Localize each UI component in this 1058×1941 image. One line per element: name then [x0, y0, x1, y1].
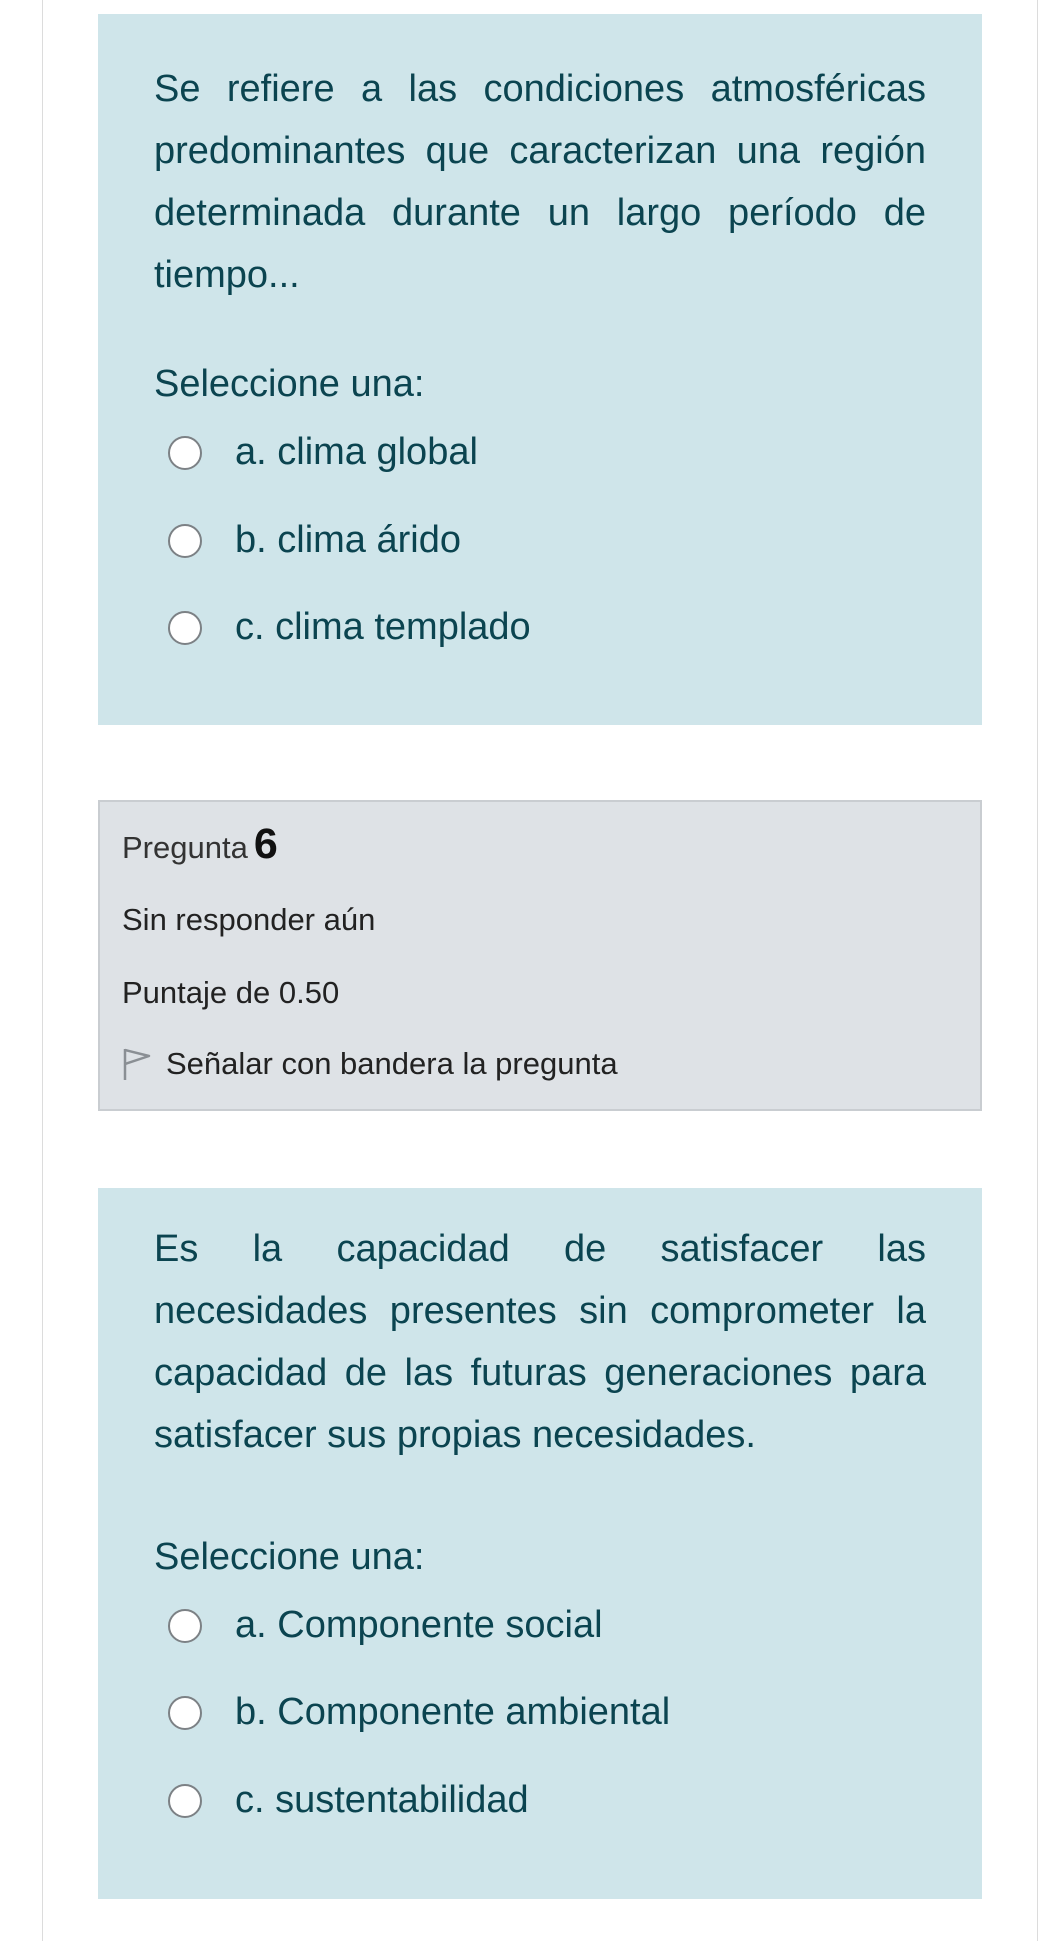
question-5-option-b[interactable]	[168, 519, 461, 562]
radio-button[interactable]	[168, 524, 202, 558]
question-5-text: Se refiere a las condiciones atmosféricas predominantes que caracterizan una región determinada durante un largo período de tiempo...	[154, 68, 926, 296]
question-label: Pregunta	[122, 830, 248, 865]
option-label: b. clima árido	[235, 519, 461, 561]
question-6-option-a[interactable]	[168, 1604, 603, 1647]
question-5-prompt: Seleccione una:	[154, 363, 425, 405]
option-label: c. sustentabilidad	[235, 1779, 529, 1821]
question-6-text: Es la capacidad de satisfacer las necesidades presentes sin comprometer la capacidad de las futuras generaciones para satisfacer sus propias necesidades.	[154, 1228, 926, 1456]
question-5-option-a[interactable]	[168, 431, 478, 474]
radio-button[interactable]	[168, 436, 202, 470]
question-6-option-b[interactable]	[168, 1691, 670, 1734]
question-6-info	[98, 800, 982, 1111]
radio-button[interactable]	[168, 611, 202, 645]
flag-question-link[interactable]	[122, 1046, 618, 1082]
radio-button[interactable]	[168, 1609, 202, 1643]
flag-icon	[122, 1047, 152, 1081]
option-label: a. clima global	[235, 431, 478, 473]
question-6-option-c[interactable]	[168, 1779, 529, 1822]
option-label: a. Componente social	[235, 1604, 603, 1646]
question-5-option-c[interactable]	[168, 606, 531, 649]
question-number	[122, 820, 278, 869]
question-6-content	[98, 1188, 982, 1899]
radio-button[interactable]	[168, 1696, 202, 1730]
question-6-prompt: Seleccione una:	[154, 1536, 425, 1578]
option-label: c. clima templado	[235, 606, 531, 648]
option-label: b. Componente ambiental	[235, 1691, 671, 1733]
question-status: Sin responder aún	[122, 902, 376, 937]
question-5-content	[98, 14, 982, 725]
question-number-value: 6	[253, 820, 278, 868]
question-score: Puntaje de 0.50	[122, 975, 340, 1010]
flag-label: Señalar con bandera la pregunta	[166, 1046, 618, 1081]
radio-button[interactable]	[168, 1784, 202, 1818]
